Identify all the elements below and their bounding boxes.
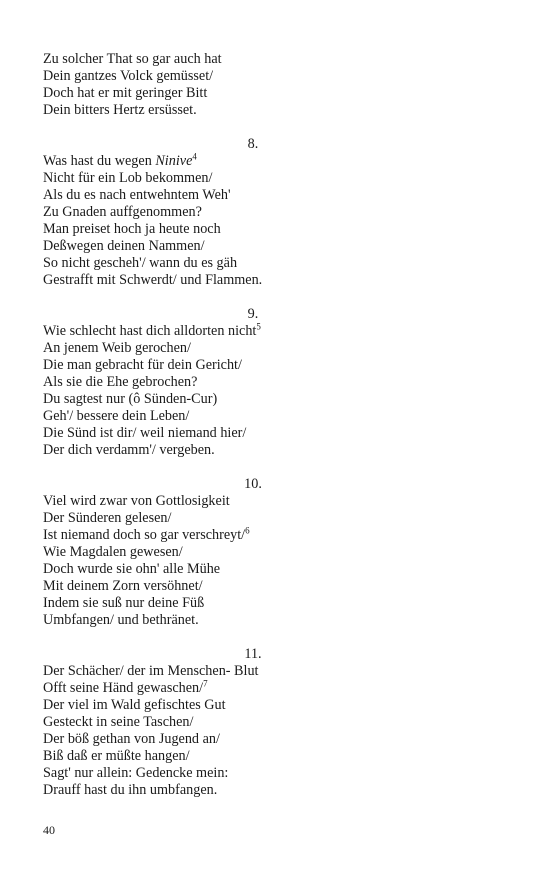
verse-text: Gestrafft mit Schwerdt/ und Flammen. — [43, 272, 263, 288]
verse-line — [43, 544, 523, 561]
verse-text: Doch hat er mit geringer Bitt — [43, 85, 208, 101]
stanza — [43, 136, 523, 289]
verse-line — [43, 221, 523, 238]
stanza-number: 9. — [247, 306, 259, 322]
verse-text: Deßwegen deinen Nammen/ — [43, 238, 205, 254]
poem-body — [43, 51, 523, 799]
verse-text: Zu Gnaden auffgenommen? — [43, 204, 202, 220]
verse-text: Du sagtest nur (ô Sünden-Cur) — [43, 391, 218, 407]
verse-line — [43, 663, 523, 680]
verse-text: Doch wurde sie ohn' alle Mühe — [43, 561, 221, 577]
verse-text: Was hast du wegen — [43, 153, 156, 169]
verse-text: An jenem Weib gerochen/ — [43, 340, 191, 356]
verse-line — [43, 714, 523, 731]
verse-text: Dein gantzes Volck gemüsset/ — [43, 68, 214, 84]
verse-line — [43, 51, 523, 68]
verse-line — [43, 68, 523, 85]
verse-line — [43, 170, 523, 187]
verse-text: Der Schächer/ der im Menschen- Blut — [43, 663, 259, 679]
verse-line — [43, 408, 523, 425]
verse-text: Dein bitters Hertz ersüsset. — [43, 102, 197, 118]
verse-line — [43, 612, 523, 629]
verse-line — [43, 493, 523, 510]
verse-text: Der viel im Wald gefischtes Gut — [43, 697, 226, 713]
footnote-marker: 6 — [245, 525, 250, 536]
verse-text: Indem sie suß nur deine Füß — [43, 595, 205, 611]
verse-line — [43, 204, 523, 221]
verse-line — [43, 697, 523, 714]
verse-text: Ist niemand doch so gar verschreyt/ — [43, 527, 246, 543]
verse-line — [43, 425, 523, 442]
stanza-number: 8. — [247, 136, 259, 152]
verse-line — [43, 578, 523, 595]
verse-line — [43, 187, 523, 204]
verse-text: Biß daß er müßte hangen/ — [43, 748, 190, 764]
verse-line — [43, 561, 523, 578]
verse-line — [43, 748, 523, 765]
verse-text: Nicht für ein Lob bekommen/ — [43, 170, 213, 186]
verse-text: Die man gebracht für dein Gericht/ — [43, 357, 242, 373]
verse-text: Der dich verdamm'/ vergeben. — [43, 442, 215, 458]
verse-text: Zu solcher That so gar auch hat — [43, 51, 222, 67]
verse-line — [43, 442, 523, 459]
verse-line — [43, 340, 523, 357]
verse-line — [43, 102, 523, 119]
footnote-marker: 7 — [203, 678, 208, 689]
verse-text: Viel wird zwar von Gottlosigkeit — [43, 493, 230, 509]
stanza-number: 11. — [244, 646, 262, 662]
verse-line — [43, 85, 523, 102]
verse-line — [43, 510, 523, 527]
verse-line — [43, 527, 523, 544]
verse-italic-text: Ninive — [155, 153, 193, 169]
verse-line — [43, 782, 523, 799]
verse-line — [43, 255, 523, 272]
verse-line — [43, 595, 523, 612]
verse-line — [43, 391, 523, 408]
verse-line — [43, 731, 523, 748]
verse-text: Mit deinem Zorn versöhnet/ — [43, 578, 203, 594]
page-number: 40 — [43, 823, 55, 837]
verse-text: Die Sünd ist dir/ weil niemand hier/ — [43, 425, 247, 441]
footnote-marker: 5 — [256, 321, 261, 332]
verse-text: Offt seine Händ gewaschen/ — [43, 680, 204, 696]
verse-line — [43, 765, 523, 782]
verse-line — [43, 272, 523, 289]
verse-text: Wie schlecht hast dich alldorten nicht — [43, 323, 257, 339]
verse-text: So nicht gescheh'/ wann du es gäh — [43, 255, 238, 271]
verse-line — [43, 323, 523, 340]
verse-text: Als sie die Ehe gebrochen? — [43, 374, 198, 390]
stanza-number: 10. — [244, 476, 262, 492]
verse-line — [43, 153, 523, 170]
verse-text: Man preiset hoch ja heute noch — [43, 221, 221, 237]
verse-line — [43, 238, 523, 255]
verse-text: Sagt' nur allein: Gedencke mein: — [43, 765, 229, 781]
stanza — [43, 476, 523, 629]
verse-text: Der Sünderen gelesen/ — [43, 510, 172, 526]
verse-line — [43, 357, 523, 374]
verse-line — [43, 374, 523, 391]
verse-line — [43, 680, 523, 697]
stanza — [43, 306, 523, 459]
verse-text: Der böß gethan von Jugend an/ — [43, 731, 220, 747]
verse-text: Als du es nach entwehntem Weh' — [43, 187, 231, 203]
stanza — [43, 646, 523, 799]
verse-text: Geh'/ bessere dein Leben/ — [43, 408, 190, 424]
verse-text: Umbfangen/ und bethränet. — [43, 612, 199, 628]
footnote-marker: 4 — [192, 151, 197, 162]
stanza — [43, 51, 523, 119]
verse-text: Gesteckt in seine Taschen/ — [43, 714, 194, 730]
verse-text: Drauff hast du ihn umbfangen. — [43, 782, 218, 798]
verse-text: Wie Magdalen gewesen/ — [43, 544, 183, 560]
